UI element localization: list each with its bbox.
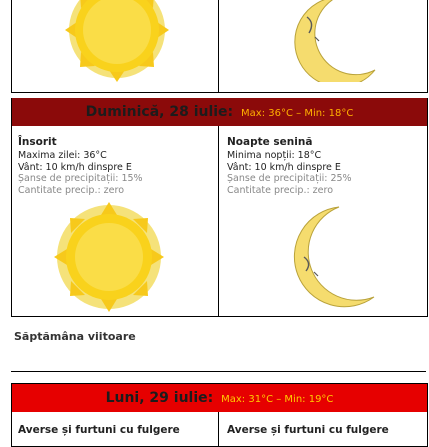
day-details	[18, 424, 216, 438]
night-condition: Averse și furtuni cu fulgere	[227, 424, 389, 436]
day-details	[18, 136, 216, 196]
day-max-temp: Maxima zilei: 36°C	[18, 150, 107, 161]
night-details	[227, 424, 425, 438]
day-precip-amount: Cantitate precip.: zero	[18, 184, 125, 196]
day-condition: Însorit	[18, 136, 57, 148]
column-divider	[218, 0, 219, 92]
day-header[interactable]	[12, 98, 427, 126]
day-precip-chance: Șanse de precipitații: 15%	[18, 173, 143, 184]
day-condition: Averse și furtuni cu fulgere	[18, 424, 180, 436]
day-header[interactable]	[12, 384, 427, 412]
day-temps: Max: 31°C – Min: 19°C	[221, 394, 334, 405]
moon-icon	[267, 0, 387, 82]
section-divider	[11, 371, 426, 372]
day-heading: Duminică, 28 iulie:	[85, 104, 234, 120]
sun-icon	[52, 0, 182, 90]
week-section-title: Săptămâna viitoare	[14, 330, 136, 343]
night-precip-amount: Cantitate precip.: zero	[227, 184, 334, 196]
day-forecast-monday	[11, 383, 428, 447]
night-details	[227, 136, 425, 196]
column-divider	[218, 412, 219, 446]
sun-icon	[54, 202, 164, 312]
day-temps: Max: 36°C – Min: 18°C	[241, 108, 354, 119]
night-min-temp: Minima nopții: 18°C	[227, 150, 322, 161]
previous-period-icons	[11, 0, 428, 93]
night-precip-chance: Șanse de precipitații: 25%	[227, 173, 352, 184]
night-wind: Vânt: 10 km/h dinspre E	[227, 161, 341, 173]
night-condition: Noapte senină	[227, 136, 313, 148]
moon-icon	[274, 202, 379, 312]
day-heading: Luni, 29 iulie:	[105, 390, 214, 406]
column-divider	[218, 126, 219, 316]
day-wind: Vânt: 10 km/h dinspre E	[18, 161, 132, 173]
day-forecast-sunday	[11, 98, 428, 317]
